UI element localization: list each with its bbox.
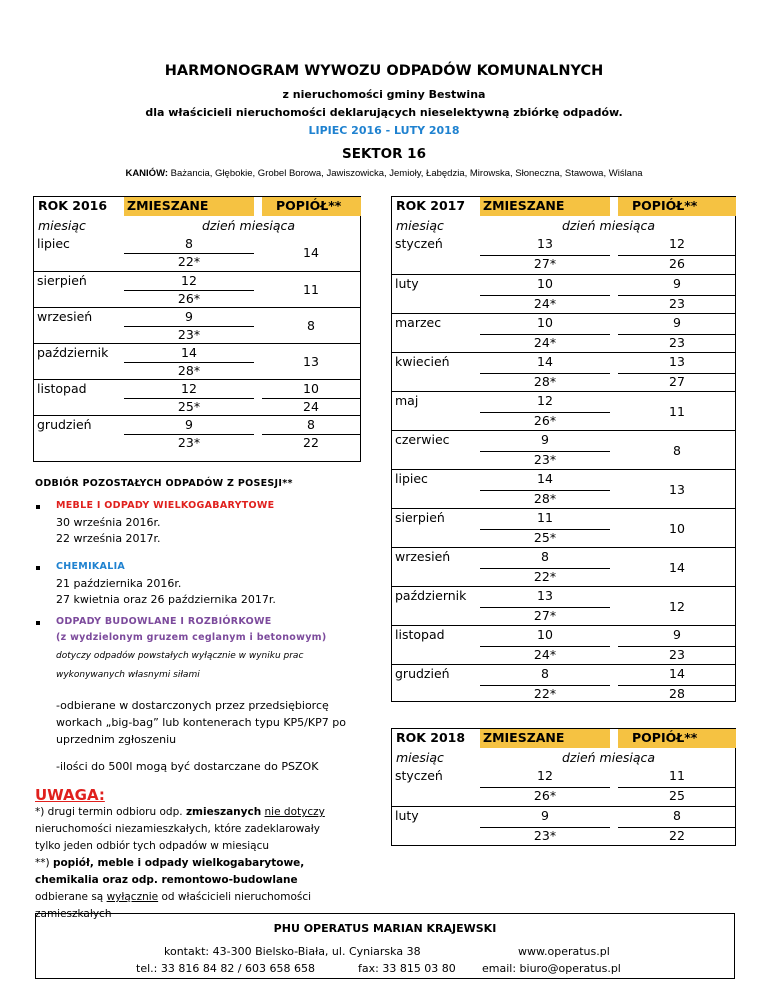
month-cell: luty (395, 808, 419, 823)
table-row (392, 430, 735, 469)
month-cell: luty (395, 276, 419, 291)
note-1-text-d: nie dotyczy (264, 806, 325, 818)
construction-para-1-line-1: -odbierane w dostarczonych przez przedsiębiorcę (56, 699, 329, 712)
mixed-day-cell: 24* (533, 334, 557, 350)
ash-day-cell: 23 (669, 334, 685, 350)
table-subheader (34, 217, 360, 235)
mixed-day-cell: 24* (533, 295, 557, 311)
table-row (392, 767, 735, 806)
month-cell: listopad (395, 627, 445, 642)
bullet-icon (36, 566, 40, 570)
mixed-day-cell: 26* (533, 412, 557, 428)
note-1 (35, 804, 325, 923)
month-subheader: miesiąc (396, 750, 444, 765)
mixed-day-cell: 22* (533, 568, 557, 584)
table-row (392, 586, 735, 625)
note-2-line-4: zamieszkałych (35, 908, 112, 920)
month-cell: sierpień (37, 273, 87, 288)
note-2-text-f: od właścicieli nieruchomości (158, 891, 312, 903)
table-row (392, 625, 735, 664)
note-2-text-c: chemikalia oraz odp. remontowo-budowlane (35, 874, 298, 886)
mixed-day-cell: 28* (533, 490, 557, 506)
table-row (392, 313, 735, 352)
mixed-day-cell: 13 (537, 588, 553, 603)
month-cell: październik (37, 345, 109, 360)
mixed-day-cell: 11 (537, 510, 553, 525)
company-name: PHU OPERATUS MARIAN KRAJEWSKI (273, 922, 497, 935)
mixed-day-cell: 28* (533, 373, 557, 389)
table-2016 (33, 196, 361, 462)
mixed-day-cell: 24* (533, 646, 557, 662)
ash-day-cell: 10 (669, 520, 685, 536)
table-row (392, 235, 735, 274)
mixed-day-cell: 23* (533, 827, 557, 843)
mixed-day-cell: 23* (177, 435, 201, 450)
month-cell: listopad (37, 381, 87, 396)
mixed-day-cell: 12 (181, 273, 197, 288)
table-row (34, 415, 360, 451)
table-row (392, 664, 735, 703)
month-cell: październik (395, 588, 467, 603)
document-title: HARMONOGRAM WYWOZU ODPADÓW KOMUNALNYCH (164, 63, 604, 79)
footer-box (35, 913, 735, 979)
note-1-line-3: tylko jeden odbiór tych odpadów w miesiącu (35, 840, 270, 852)
furniture-date-2: 22 września 2017r. (56, 532, 161, 545)
ash-day-cell: 12 (669, 236, 685, 251)
ash-day-cell: 13 (303, 354, 319, 369)
mixed-day-cell: 9 (185, 417, 193, 432)
fax-number: fax: 33 815 03 80 (358, 962, 456, 975)
mixed-day-cell: 12 (537, 393, 553, 408)
mixed-column-header: ZMIESZANE (124, 197, 254, 216)
chemicals-date-1: 21 października 2016r. (56, 577, 182, 590)
mixed-column-header: ZMIESZANE (480, 729, 610, 748)
month-cell: maj (395, 393, 419, 408)
ash-day-cell: 24 (303, 399, 319, 414)
ash-day-cell: 27 (669, 373, 685, 389)
mixed-day-cell: 26* (533, 787, 557, 803)
mixed-day-cell: 28* (177, 363, 201, 378)
ash-column-header: POPIÓŁ** (262, 197, 361, 216)
mixed-day-cell: 27* (533, 255, 557, 271)
construction-note-2: wykonywanych własnymi siłami (56, 670, 200, 680)
table-row (34, 307, 360, 343)
month-subheader: miesiąc (38, 218, 86, 233)
ash-day-cell: 14 (669, 559, 685, 575)
email-link[interactable]: email: biuro@operatus.pl (482, 962, 621, 975)
mixed-day-cell: 10 (537, 276, 553, 291)
construction-subtitle: (z wydzielonym gruzem ceglanym i betonowym) (56, 632, 327, 643)
month-cell: kwiecień (395, 354, 450, 369)
other-waste-heading: ODBIÓR POZOSTAŁYCH ODPADÓW Z POSESJI** (35, 478, 293, 489)
mixed-day-cell: 22* (177, 254, 201, 269)
month-cell: czerwiec (395, 432, 450, 447)
ash-column-header: POPIÓŁ** (618, 729, 736, 748)
mixed-day-cell: 9 (185, 309, 193, 324)
chemicals-title: CHEMIKALIA (56, 561, 126, 572)
month-cell: lipiec (37, 236, 70, 251)
ash-day-cell: 13 (669, 354, 685, 369)
day-subheader: dzień miesiąca (562, 750, 656, 765)
mixed-day-cell: 10 (537, 627, 553, 642)
note-2-line-2 (35, 872, 325, 889)
mixed-day-cell: 9 (541, 808, 549, 823)
subtitle-line-2: dla właścicieli nieruchomości deklarujących nieselektywną zbiórkę odpadów. (145, 106, 623, 119)
ash-day-cell: 8 (673, 442, 681, 458)
table-row (34, 271, 360, 307)
mixed-day-cell: 13 (537, 236, 553, 251)
ash-day-cell: 11 (303, 282, 319, 297)
ash-day-cell: 8 (307, 417, 315, 432)
mixed-day-cell: 25* (177, 399, 201, 414)
table-row (392, 469, 735, 508)
mixed-day-cell: 22* (533, 685, 557, 701)
ash-day-cell: 8 (307, 318, 315, 333)
ash-day-cell: 23 (669, 646, 685, 662)
table-row (392, 806, 735, 845)
note-2-text-e: wyłącznie (106, 891, 159, 903)
ash-day-cell: 14 (303, 245, 319, 260)
table-subheader (392, 217, 735, 235)
month-cell: styczeń (395, 236, 443, 251)
furniture-date-1: 30 września 2016r. (56, 516, 161, 529)
note-1-line-2: nieruchomości niezamieszkałych, które zadeklarowały (35, 823, 320, 835)
month-cell: wrzesień (37, 309, 93, 324)
mixed-day-cell: 25* (533, 529, 557, 545)
mixed-day-cell: 8 (541, 549, 549, 564)
streets-line (0, 168, 768, 179)
mixed-day-cell: 23* (177, 327, 201, 342)
table-row (34, 343, 360, 379)
note-2-line-1 (35, 855, 325, 872)
mixed-day-cell: 23* (533, 451, 557, 467)
month-cell: grudzień (395, 666, 450, 681)
month-cell: lipiec (395, 471, 428, 486)
mixed-day-cell: 14 (181, 345, 197, 360)
table-row (392, 547, 735, 586)
ash-day-cell: 9 (673, 276, 681, 291)
table-2018 (391, 728, 736, 846)
note-1-text-b: zmieszanych (185, 806, 262, 818)
ash-column-header: POPIÓŁ** (618, 197, 736, 216)
mixed-day-cell: 12 (537, 768, 553, 783)
note-1-text-a: *) drugi termin odbioru odp. (35, 806, 186, 818)
table-subheader (392, 749, 735, 767)
bullet-icon (36, 621, 40, 625)
table-header (392, 197, 735, 217)
mixed-day-cell: 10 (537, 315, 553, 330)
month-cell: sierpień (395, 510, 445, 525)
ash-day-cell: 22 (669, 827, 685, 843)
subtitle-line-1: z nieruchomości gminy Bestwina (282, 88, 486, 101)
table-row (392, 508, 735, 547)
mixed-day-cell: 8 (541, 666, 549, 681)
ash-day-cell: 26 (669, 255, 685, 271)
ash-day-cell: 10 (303, 381, 319, 396)
notes-heading: UWAGA: (35, 786, 105, 804)
phone-number: tel.: 33 816 84 82 / 603 658 658 (136, 962, 315, 975)
ash-day-cell: 22 (303, 435, 319, 450)
construction-para-1-line-3: uprzednim zgłoszeniu (56, 733, 177, 746)
ash-day-cell: 11 (669, 768, 685, 783)
note-1-line-1 (35, 804, 325, 821)
month-cell: styczeń (395, 768, 443, 783)
construction-para-1-line-2: workach „big-bag” lub kontenerach typu KP5/KP7 po (56, 716, 346, 729)
ash-day-cell: 11 (669, 403, 685, 419)
chemicals-date-2: 27 kwietnia oraz 26 października 2017r. (56, 593, 276, 606)
table-row (34, 379, 360, 415)
table-row (392, 352, 735, 391)
year-label: ROK 2018 (396, 730, 466, 745)
table-row (392, 274, 735, 313)
website-link[interactable]: www.operatus.pl (518, 945, 610, 958)
sector-title: SEKTOR 16 (342, 146, 426, 162)
mixed-day-cell: 8 (185, 236, 193, 251)
ash-day-cell: 9 (673, 627, 681, 642)
month-cell: marzec (395, 315, 442, 330)
mixed-day-cell: 12 (181, 381, 197, 396)
year-label: ROK 2017 (396, 198, 466, 213)
mixed-day-cell: 14 (537, 471, 553, 486)
table-row (392, 391, 735, 430)
construction-para-2: -ilości do 500l mogą być dostarczane do PSZOK (56, 760, 319, 773)
ash-day-cell: 12 (669, 598, 685, 614)
bullet-icon (36, 505, 40, 509)
mixed-day-cell: 26* (177, 291, 201, 306)
ash-day-cell: 28 (669, 685, 685, 701)
ash-day-cell: 25 (669, 787, 685, 803)
month-subheader: miesiąc (396, 218, 444, 233)
note-2-text-d: odbierane są (35, 891, 107, 903)
month-cell: grudzień (37, 417, 92, 432)
village-name: KANIÓW: (125, 168, 169, 179)
construction-note-1: dotyczy odpadów powstałych wyłącznie w wyniku prac (56, 651, 304, 661)
contact-address: kontakt: 43-300 Bielsko-Biała, ul. Cyniarska 38 (164, 945, 421, 958)
table-header (34, 197, 360, 217)
ash-day-cell: 13 (669, 481, 685, 497)
furniture-title: MEBLE I ODPADY WIELKOGABARYTOWE (56, 500, 275, 511)
year-label: ROK 2016 (38, 198, 108, 213)
construction-title: ODPADY BUDOWLANE I ROZBIÓRKOWE (56, 616, 272, 627)
month-cell: wrzesień (395, 549, 451, 564)
table-row (34, 235, 360, 271)
mixed-day-cell: 14 (537, 354, 553, 369)
table-header (392, 729, 735, 749)
ash-day-cell: 9 (673, 315, 681, 330)
mixed-day-cell: 27* (533, 607, 557, 623)
construction-para-1 (56, 697, 386, 748)
table-2017 (391, 196, 736, 702)
note-2-text-a: **) (35, 857, 53, 869)
day-subheader: dzień miesiąca (562, 218, 656, 233)
ash-day-cell: 8 (673, 808, 681, 823)
streets-list: Bażancia, Głębokie, Grobel Borowa, Jawiszowicka, Jemioły, Łabędzia, Mirowska, Słoneczna, Stawowa, Wiślana (170, 168, 643, 179)
period: LIPIEC 2016 - LUTY 2018 (308, 124, 460, 137)
note-2-text-b: popiół, meble i odpady wielkogabarytowe, (52, 857, 305, 869)
ash-day-cell: 14 (669, 666, 685, 681)
mixed-column-header: ZMIESZANE (480, 197, 610, 216)
day-subheader: dzień miesiąca (202, 218, 296, 233)
note-2-line-3 (35, 889, 325, 906)
ash-day-cell: 23 (669, 295, 685, 311)
mixed-day-cell: 9 (541, 432, 549, 447)
